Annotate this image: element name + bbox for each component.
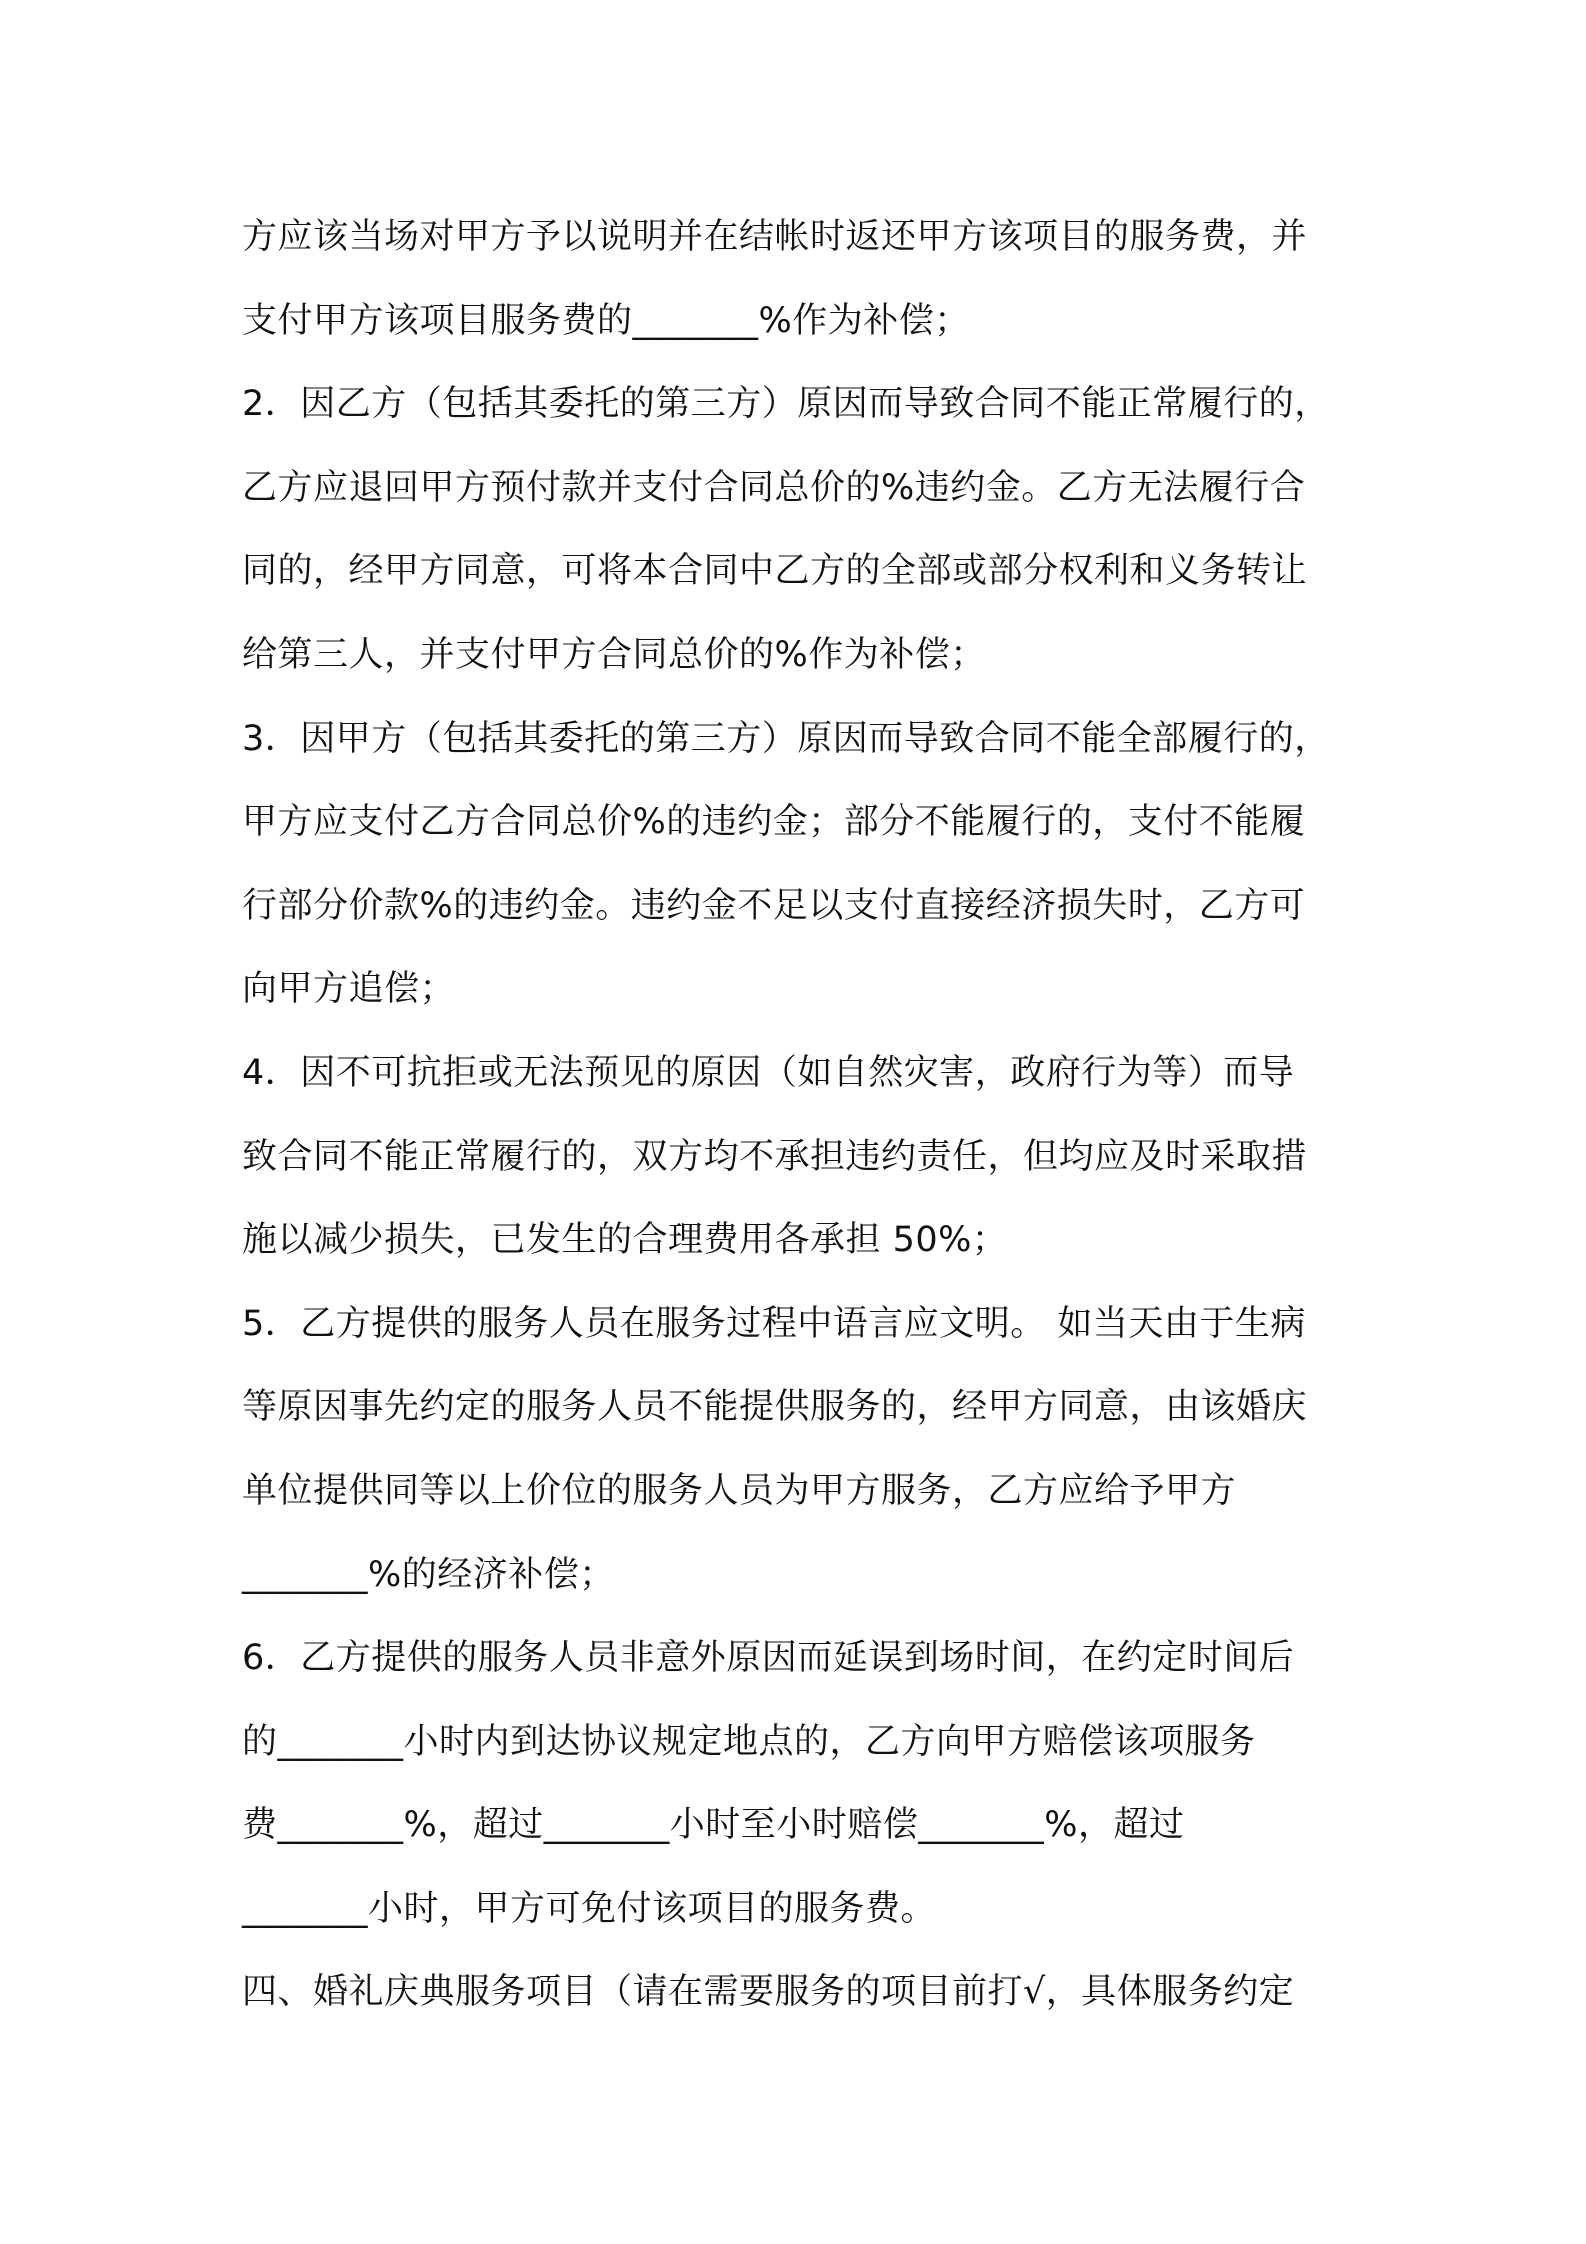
text-line: 致合同不能正常履行的，双方均不承担违约责任，但均应及时采取措	[242, 1136, 1308, 1177]
text-line: 给第三人，并支付甲方合同总价的%作为补偿；	[242, 634, 986, 675]
text-line: _______小时，甲方可免付该项目的服务费。	[242, 1888, 937, 1929]
text-line: _______%的经济补偿；	[242, 1554, 615, 1595]
text-line: 支付甲方该项目服务费的_______%作为补偿；	[242, 300, 970, 341]
text-line: 的_______小时内到达协议规定地点的，乙方向甲方赔偿该项服务	[242, 1721, 1256, 1762]
clause-5-line: 5．乙方提供的服务人员在服务过程中语言应文明。 如当天由于生病	[242, 1303, 1306, 1344]
clause-2-line: 2．因乙方（包括其委托的第三方）原因而导致合同不能正常履行的，	[242, 384, 1330, 425]
clause-3-line: 3．因甲方（包括其委托的第三方）原因而导致合同不能全部履行的，	[242, 718, 1330, 759]
text-line: 行部分价款%的违约金。违约金不足以支付直接经济损失时，乙方可	[242, 885, 1306, 926]
section-4-heading: 四、婚礼庆典服务项目（请在需要服务的项目前打√，具体服务约定	[242, 1972, 1295, 2013]
text-line: 方应该当场对甲方予以说明并在结帐时返还甲方该项目的服务费，并	[242, 217, 1308, 257]
text-line: 向甲方追偿；	[242, 969, 456, 1010]
text-line: 乙方应退回甲方预付款并支付合同总价的%违约金。乙方无法履行合	[242, 467, 1306, 508]
text-line: 同的，经甲方同意，可将本合同中乙方的全部或部分权利和义务转让	[242, 551, 1308, 592]
text-line: 等原因事先约定的服务人员不能提供服务的，经甲方同意，由该婚庆	[242, 1387, 1308, 1428]
text-line: 甲方应支付乙方合同总价%的违约金；部分不能履行的，支付不能履	[242, 802, 1306, 843]
clause-6-line: 6．乙方提供的服务人员非意外原因而延误到场时间，在约定时间后	[242, 1638, 1295, 1679]
text-line: 单位提供同等以上价位的服务人员为甲方服务，乙方应给予甲方	[242, 1470, 1237, 1511]
text-line: 施以减少损失，已发生的合理费用各承担 50%；	[242, 1220, 1008, 1261]
clause-4-line: 4．因不可抗拒或无法预见的原因（如自然灾害，政府行为等）而导	[242, 1052, 1295, 1093]
text-line: 费_______%，超过_______小时至小时赔偿_______%，超过	[242, 1805, 1185, 1846]
contract-text	[242, 196, 1372, 2035]
